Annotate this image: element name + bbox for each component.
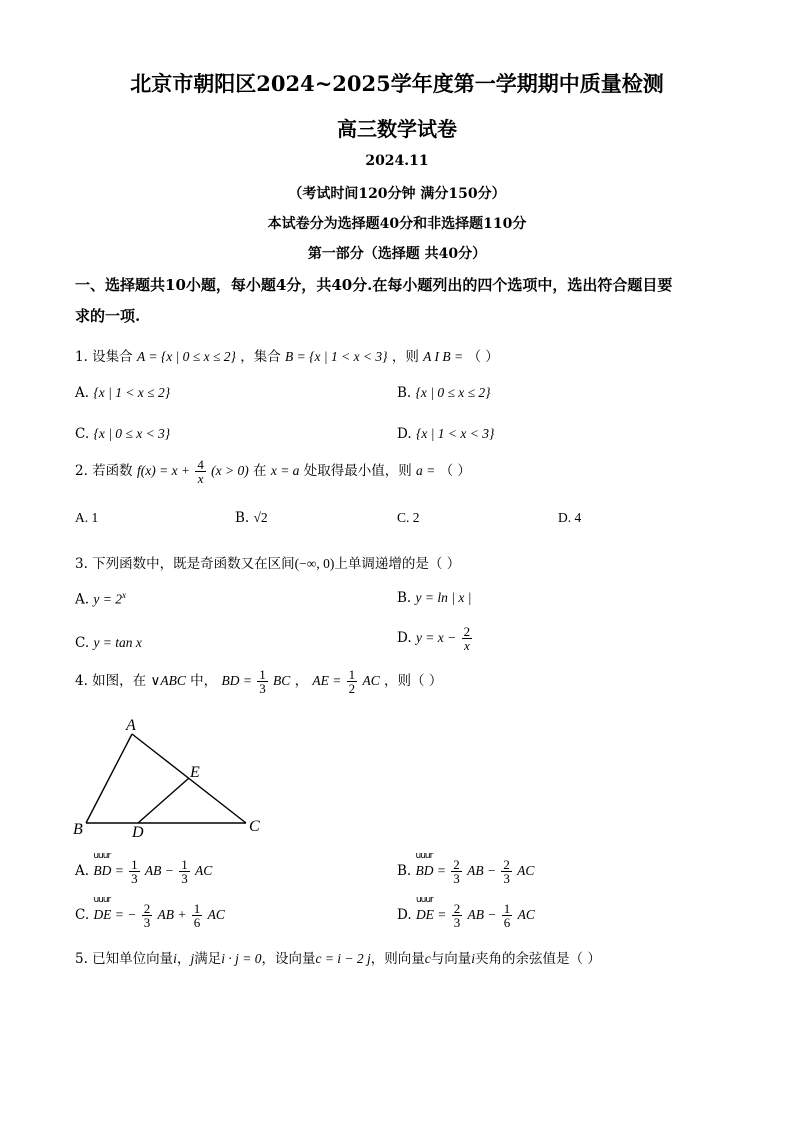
q4-a-t2: AC [195, 863, 213, 878]
q3-option-d[interactable] [397, 625, 473, 652]
q4-c-frac2 [192, 902, 203, 929]
q4-ae-fraction [347, 668, 358, 695]
q2-option-a[interactable]: A. 1 [75, 510, 99, 525]
q5-t3: ，则向量 [370, 951, 425, 967]
q2-frac-num: 4 [197, 457, 204, 472]
q3-option-d-fraction [462, 625, 473, 652]
q1-option-d[interactable] [397, 426, 494, 442]
q4-c-n2: 1 [193, 901, 201, 916]
part-heading: 第一部分（选择题 共40分） [307, 246, 487, 262]
q1-option-b-label: B. [397, 385, 412, 401]
q4-option-c[interactable] [75, 895, 225, 930]
q5-t2: ，设向量 [261, 951, 316, 967]
q2-prefix: 2. 若函数 [75, 463, 133, 479]
q1-option-a[interactable] [75, 385, 170, 401]
q4-ae-den: 2 [348, 681, 356, 696]
q3-text-b: 上单调递增的是（ ） [334, 556, 461, 572]
q1-option-b-text: {x | 0 ≤ x ≤ 2} [415, 385, 491, 400]
q4-option-d[interactable] [397, 895, 535, 930]
q4-b-n1: 2 [453, 857, 460, 872]
exam-date: 2024.11 [365, 153, 429, 169]
segment-de [138, 778, 189, 823]
exam-title: 北京市朝阳区2024~2025学年度第一学期期中质量检测 [130, 71, 664, 96]
q4-mid: 中， [190, 673, 218, 689]
q3-option-c[interactable] [75, 635, 142, 651]
q2-option-b-text: √2 [253, 510, 268, 525]
q4-d-lhs: DE = [415, 907, 447, 922]
q3-option-a[interactable] [75, 590, 126, 608]
instructions-line-2: 求的一项. [75, 307, 141, 325]
q1-option-c-text: {x | 0 ≤ x < 3} [93, 426, 171, 441]
vector-mark: uuur [415, 851, 433, 861]
q4-ae: AE = [312, 673, 342, 688]
q2-blank: （ ） [439, 463, 471, 479]
q2-option-c[interactable]: C. 2 [397, 510, 420, 525]
label-c: C [249, 818, 260, 835]
q4-a-frac2 [179, 858, 190, 885]
q5-t4: 与向量 [430, 951, 472, 967]
q4-option-a-label: A. [75, 863, 90, 879]
q4-option-d-label: D. [397, 907, 412, 923]
q4-c-t2: AC [207, 907, 225, 922]
q2-condition: (x > 0) [211, 463, 249, 478]
q4-d-t1: AB − [467, 907, 497, 922]
q4-d-frac2 [502, 902, 513, 929]
q4-b-d2: 3 [503, 871, 510, 886]
q4-a-vector [93, 851, 124, 879]
label-d: D [132, 824, 144, 841]
q3-option-b[interactable] [397, 590, 471, 606]
q5-j: j [190, 951, 195, 966]
segment-ab [86, 734, 132, 823]
q4-a-n2: 1 [181, 857, 188, 872]
q4-option-b[interactable] [397, 851, 535, 886]
q3-d-num: 2 [463, 624, 471, 639]
triangle-figure [70, 712, 270, 842]
exam-composition: 本试卷分为选择题40分和非选择题110分 [267, 216, 527, 232]
label-b: B [73, 821, 83, 838]
q3-option-d-label: D. [397, 630, 412, 646]
q4-option-b-label: B. [397, 863, 412, 879]
instructions-line-1: 一、选择题共10小题，每小题4分，共40分.在每小题列出的四个选项中，选出符合题目要 [75, 276, 673, 294]
q3-option-b-text: y = ln | x | [415, 590, 472, 605]
q4-b-lhs: BD = [415, 863, 446, 878]
q4-ae-tail: AC [362, 673, 380, 688]
question-4 [75, 668, 442, 695]
q5-i: i [173, 951, 177, 966]
exam-subtitle: 高三数学试卷 [337, 117, 457, 141]
question-5 [75, 947, 601, 967]
q3-option-c-label: C. [75, 635, 90, 651]
q1-set-a: A = {x | 0 ≤ x ≤ 2} [136, 349, 236, 364]
q2-mid2: 处取得最小值，则 [303, 463, 412, 479]
q1-option-d-label: D. [397, 426, 412, 442]
q5-c: c = i − 2 j [315, 951, 371, 966]
q5-cc: c [424, 951, 431, 966]
q2-option-b-label: B. [235, 510, 250, 526]
question-1 [75, 345, 499, 365]
q3-d-den: x [463, 638, 470, 653]
q4-bd: BD = [221, 673, 252, 688]
q3-option-a-label: A. [75, 591, 90, 608]
question-2 [75, 458, 471, 485]
q5-t1: 满足 [194, 951, 222, 967]
vector-mark: uuur [93, 851, 111, 861]
q3-option-b-label: B. [397, 590, 412, 606]
q4-b-t2: AC [517, 863, 535, 878]
q2-frac-den: x [197, 471, 204, 486]
q3-option-d-text: y = x − [415, 630, 457, 645]
q4-b-vector [415, 851, 446, 879]
q4-d-d2: 6 [503, 915, 511, 930]
q5-ii: i [471, 951, 476, 966]
q4-c-vector [93, 895, 137, 923]
q2-fraction [195, 458, 206, 485]
q2-option-d[interactable]: D. 4 [558, 510, 582, 525]
q4-b-d1: 3 [453, 871, 460, 886]
q1-option-c[interactable] [75, 426, 170, 442]
q4-d-t2: AC [517, 907, 535, 922]
q4-b-n2: 2 [503, 857, 510, 872]
q2-at: x = a [270, 463, 300, 478]
q4-sep: ， [294, 673, 309, 689]
q2-mid: 在 [253, 463, 267, 479]
q4-bd-den: 3 [259, 681, 266, 696]
label-e: E [190, 764, 200, 781]
q4-d-n2: 1 [503, 901, 511, 916]
q4-prefix: 4. 如图，在 [75, 673, 147, 689]
q5-text: 5. 已知单位向量 [75, 951, 174, 967]
q2-ask: a = [416, 463, 436, 478]
q2-option-b[interactable] [235, 510, 268, 526]
q1-option-c-label: C. [75, 426, 90, 442]
q4-a-frac1 [129, 858, 140, 885]
q4-c-d1: 3 [143, 915, 151, 930]
q4-triangle: ∨ABC [150, 673, 186, 688]
q1-mid: ，集合 [240, 349, 281, 365]
q4-option-c-label: C. [75, 907, 90, 923]
q3-interval: (−∞, 0) [294, 556, 335, 571]
q2-function: f(x) = x + [136, 463, 191, 478]
q3-text-a: 3. 下列函数中，既是奇函数又在区间 [75, 556, 295, 572]
q3-option-a-text: y = 2 [93, 591, 122, 607]
q4-bd-num: 1 [259, 667, 266, 682]
q4-d-d1: 3 [453, 915, 461, 930]
q4-bd-tail: BC [273, 673, 291, 688]
q4-option-a[interactable] [75, 851, 213, 886]
q1-option-a-text: {x | 1 < x ≤ 2} [93, 385, 171, 400]
vector-mark: uuur [93, 895, 111, 905]
q4-d-frac1 [452, 902, 463, 929]
q1-blank: （ ） [467, 349, 499, 365]
q4-a-lhs: BD = [93, 863, 124, 878]
q5-dot: i · j = 0 [221, 951, 262, 966]
q1-prefix: 1. 设集合 [75, 349, 133, 365]
q4-c-t1: AB + [157, 907, 187, 922]
exam-info: （考试时间120分钟 满分150分） [288, 186, 506, 202]
q4-c-n1: 2 [143, 901, 151, 916]
q4-a-t1: AB − [144, 863, 174, 878]
q1-option-d-text: {x | 1 < x < 3} [415, 426, 495, 441]
q4-a-d1: 3 [131, 871, 138, 886]
q4-bd-fraction [257, 668, 268, 695]
q4-a-n1: 1 [131, 857, 138, 872]
q4-b-frac2 [501, 858, 512, 885]
question-3 [75, 552, 460, 572]
q1-set-b: B = {x | 1 < x < 3} [285, 349, 388, 364]
q3-option-a-sup: x [121, 590, 126, 600]
q1-expr: A I B = [423, 349, 464, 364]
label-a: A [126, 717, 136, 734]
q4-c-lhs: DE = − [93, 907, 137, 922]
q4-d-vector [415, 895, 447, 923]
vector-mark: uuur [415, 895, 433, 905]
q1-option-a-label: A. [75, 385, 90, 401]
q3-option-c-text: y = tan x [93, 635, 142, 650]
q4-c-d2: 6 [193, 915, 201, 930]
q4-d-n1: 2 [453, 901, 461, 916]
q1-then: ，则 [391, 349, 419, 365]
q1-option-b[interactable] [397, 385, 491, 401]
q4-a-d2: 3 [181, 871, 188, 886]
q4-ae-num: 1 [348, 667, 356, 682]
q4-then: ，则（ ） [384, 673, 443, 689]
q4-c-frac1 [142, 902, 153, 929]
q5-sep: ， [176, 951, 191, 967]
q4-b-t1: AB − [467, 863, 497, 878]
q5-t5: 夹角的余弦值是（ ） [475, 951, 601, 967]
q4-b-frac1 [451, 858, 462, 885]
